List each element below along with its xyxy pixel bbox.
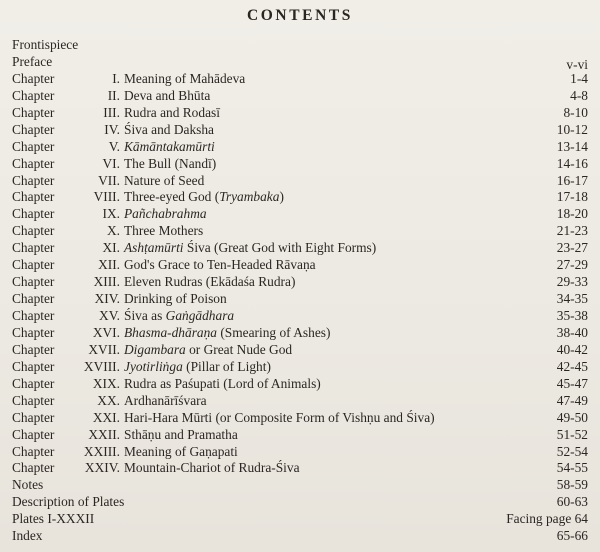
chapter-title-part: God's Grace to Ten-Headed Rāvaṇa (124, 257, 316, 273)
chapter-title-italic-part: Digambara (124, 341, 186, 357)
chapter-title-part: Śiva and Daksha (124, 121, 214, 137)
chapter-title-italic-part: Jyotirliṅga (124, 358, 183, 374)
chapter-title-part: Drinking of Poison (124, 291, 227, 307)
chapter-entry (12, 460, 588, 477)
page-range: Facing page 64 (506, 511, 588, 527)
page-title: CONTENTS (246, 7, 354, 24)
page-range: 34-35 (556, 291, 588, 307)
chapter-entry (12, 240, 588, 257)
entry-label: Chapter (12, 138, 55, 154)
chapter-title-part: Rudra and Rodasī (124, 104, 220, 120)
entry-label: Chapter (12, 274, 55, 290)
chapter-title (124, 325, 330, 342)
chapter-number: XXI. (92, 409, 120, 425)
chapter-entry (12, 71, 588, 88)
chapter-entry (12, 223, 588, 240)
chapter-title-part: Śiva as (124, 308, 166, 323)
chapter-number: III. (103, 104, 120, 120)
chapter-entry (12, 189, 588, 206)
chapter-title (124, 342, 292, 359)
chapter-title (124, 376, 321, 393)
chapter-entry (12, 427, 588, 444)
chapter-title (124, 427, 238, 444)
chapter-entry (12, 88, 588, 105)
entry-label: Description of Plates (12, 494, 125, 510)
page-range: 54-55 (556, 460, 588, 476)
entry-label: Chapter (12, 155, 55, 171)
entry-label: Chapter (12, 341, 55, 357)
front-back-matter-entry (12, 494, 588, 511)
page-range: 38-40 (556, 324, 588, 340)
chapter-number: X. (106, 223, 120, 239)
entry-label: Chapter (12, 375, 55, 391)
page-range: 58-59 (556, 477, 588, 493)
chapter-entry (12, 156, 588, 173)
chapter-title-part: Deva and Bhūta (124, 87, 211, 103)
entry-label: Chapter (12, 223, 55, 239)
page-range: 60-63 (556, 494, 588, 510)
chapter-number: VII. (98, 172, 120, 188)
chapter-title (124, 139, 215, 156)
page-range: 21-23 (556, 223, 588, 239)
page-range: 8-10 (563, 104, 588, 120)
chapter-entry (12, 393, 588, 410)
chapter-title-part: Rudra as Paśupati (Lord of Animals) (124, 375, 321, 391)
chapter-title (124, 240, 376, 257)
front-back-matter-entry (12, 528, 588, 545)
chapter-title (124, 274, 295, 291)
entry-label: Chapter (12, 460, 55, 476)
chapter-number: IX. (102, 206, 120, 222)
chapter-number: I. (112, 70, 120, 86)
chapter-title-part: or Great Nude God (185, 341, 293, 357)
chapter-number: XIX. (92, 375, 120, 391)
entry-label: Chapter (12, 104, 55, 120)
chapter-number: IV. (104, 121, 120, 137)
chapter-title-part: Three-eyed God ( (124, 189, 220, 205)
front-back-matter-entry (12, 477, 588, 494)
page-range: 65-66 (556, 528, 588, 544)
entry-label: Chapter (12, 426, 55, 442)
chapter-title-part: Ardhanārīśvara (124, 392, 207, 408)
page-range: 42-45 (556, 358, 588, 374)
page-range: 18-20 (556, 206, 588, 222)
chapter-title-part: (Smearing of Ashes) (217, 324, 331, 340)
entry-label: Chapter (12, 121, 55, 137)
chapter-title-italic-part: Ashṭamūrti (124, 240, 184, 256)
chapter-title-italic-part: Gaṅgādhara (165, 308, 235, 323)
chapter-number: XV. (99, 308, 120, 323)
chapter-entry (12, 139, 588, 156)
chapter-title-part: Meaning of Mahādeva (124, 70, 246, 86)
chapter-title-italic-part: Tryambaka (219, 189, 280, 205)
page-range: 49-50 (556, 409, 588, 425)
page-range: 23-27 (556, 240, 588, 256)
chapter-entry (12, 206, 588, 223)
front-back-matter-entry (12, 37, 588, 54)
page-range: 40-42 (556, 341, 588, 357)
chapter-entry (12, 122, 588, 139)
entry-label: Chapter (12, 172, 55, 188)
page-range: 14-16 (556, 155, 588, 171)
chapter-number: XIII. (93, 274, 120, 290)
chapter-entry (12, 308, 588, 325)
chapter-title-part: Meaning of Gaṇapati (124, 443, 238, 459)
page-range: 45-47 (556, 375, 588, 391)
chapter-number: XIV. (94, 291, 120, 307)
chapter-number: XVIII. (83, 358, 120, 374)
chapter-title-part: Śiva (Great God with Eight Forms) (183, 240, 377, 256)
chapter-number: XXIII. (83, 443, 120, 459)
entry-label: Chapter (12, 70, 55, 86)
chapter-title (124, 105, 220, 122)
page-range: 51-52 (556, 426, 588, 442)
chapter-title (124, 88, 210, 105)
chapter-title (124, 206, 207, 223)
entry-label: Plates I-XXXII (12, 511, 95, 527)
chapter-title (124, 410, 435, 427)
entry-label: Chapter (12, 324, 55, 340)
entry-label: Chapter (12, 206, 55, 222)
entry-label: Notes (12, 477, 44, 493)
chapter-entry (12, 291, 588, 308)
chapter-title (124, 189, 284, 206)
chapter-title-part: Mountain-Chariot of Rudra-Śiva (124, 460, 300, 476)
page-range: 47-49 (556, 392, 588, 408)
page-range: 27-29 (556, 257, 588, 273)
entry-label: Chapter (12, 358, 55, 374)
chapter-title (124, 122, 214, 139)
entry-label: Chapter (12, 291, 55, 307)
chapter-title (124, 71, 245, 88)
entry-label: Chapter (12, 308, 55, 323)
chapter-title-italic-part: Bhasma-dhāraṇa (124, 324, 217, 340)
chapter-title (124, 156, 216, 173)
chapter-number: VI. (102, 155, 120, 171)
chapter-number: VIII. (93, 189, 120, 205)
chapter-title-part: (Pillar of Light) (182, 358, 271, 374)
entry-label: Chapter (12, 392, 55, 408)
chapter-title (124, 460, 300, 477)
chapter-title (124, 308, 234, 325)
chapter-number: II. (107, 87, 120, 103)
entry-label: Chapter (12, 443, 55, 459)
page-range: 29-33 (556, 274, 588, 290)
chapter-entry (12, 342, 588, 359)
chapter-title (124, 257, 316, 274)
chapter-entry (12, 257, 588, 274)
chapter-title-part: Hari-Hara Mūrti (or Composite Form of Vishṇu and Śiva) (124, 409, 435, 425)
page-range: 35-38 (556, 308, 588, 323)
chapter-number: XVI. (92, 324, 120, 340)
chapter-title-italic-part: Pañchabrahma (124, 206, 207, 222)
page-range: 52-54 (556, 443, 588, 459)
page-range: 4-8 (570, 87, 588, 103)
chapter-title (124, 444, 238, 461)
chapter-title (124, 173, 204, 190)
chapter-number: XI. (102, 240, 120, 256)
chapter-number: XX. (97, 392, 120, 408)
front-back-matter-entry (12, 54, 588, 71)
chapter-number: XVII. (88, 341, 120, 357)
page-range: 10-12 (556, 121, 588, 137)
front-back-matter-entry (12, 511, 588, 528)
page-range: 17-18 (556, 189, 588, 205)
page-range: 1-4 (570, 70, 588, 86)
chapter-entry (12, 376, 588, 393)
chapter-title-part: Sthāṇu and Pramatha (124, 426, 238, 442)
entry-label: Preface (12, 53, 53, 69)
page-range: 16-17 (556, 172, 588, 188)
entry-label: Index (12, 528, 43, 544)
chapter-title-part: ) (279, 189, 284, 205)
chapter-entry (12, 173, 588, 190)
entry-label: Frontispiece (12, 37, 79, 52)
entry-label: Chapter (12, 87, 55, 103)
chapter-title-part: Eleven Rudras (Ekādaśa Rudra) (124, 274, 296, 290)
chapter-number: XXII. (88, 426, 120, 442)
contents-list (12, 37, 588, 545)
chapter-entry (12, 444, 588, 461)
chapter-title (124, 393, 207, 410)
chapter-title (124, 359, 271, 376)
chapter-title (124, 291, 227, 308)
entry-label: Chapter (12, 189, 55, 205)
chapter-entry (12, 359, 588, 376)
chapter-title-italic-part: Kāmāntakamūrti (124, 138, 215, 154)
entry-label: Chapter (12, 409, 55, 425)
chapter-entry (12, 274, 588, 291)
chapter-number: V. (108, 138, 120, 154)
page-range: 13-14 (556, 138, 588, 154)
chapter-title-part: Nature of Seed (124, 172, 205, 188)
chapter-number: XII. (98, 257, 120, 273)
page-range: v-vi (566, 56, 588, 72)
chapter-title (124, 223, 203, 240)
chapter-entry (12, 105, 588, 122)
entry-label: Chapter (12, 257, 55, 273)
chapter-entry (12, 410, 588, 427)
chapter-entry (12, 325, 588, 342)
entry-label: Chapter (12, 240, 55, 256)
chapter-number: XXIV. (84, 460, 120, 476)
chapter-title-part: Three Mothers (124, 223, 204, 239)
chapter-title-part: The Bull (Nandī) (124, 155, 217, 171)
